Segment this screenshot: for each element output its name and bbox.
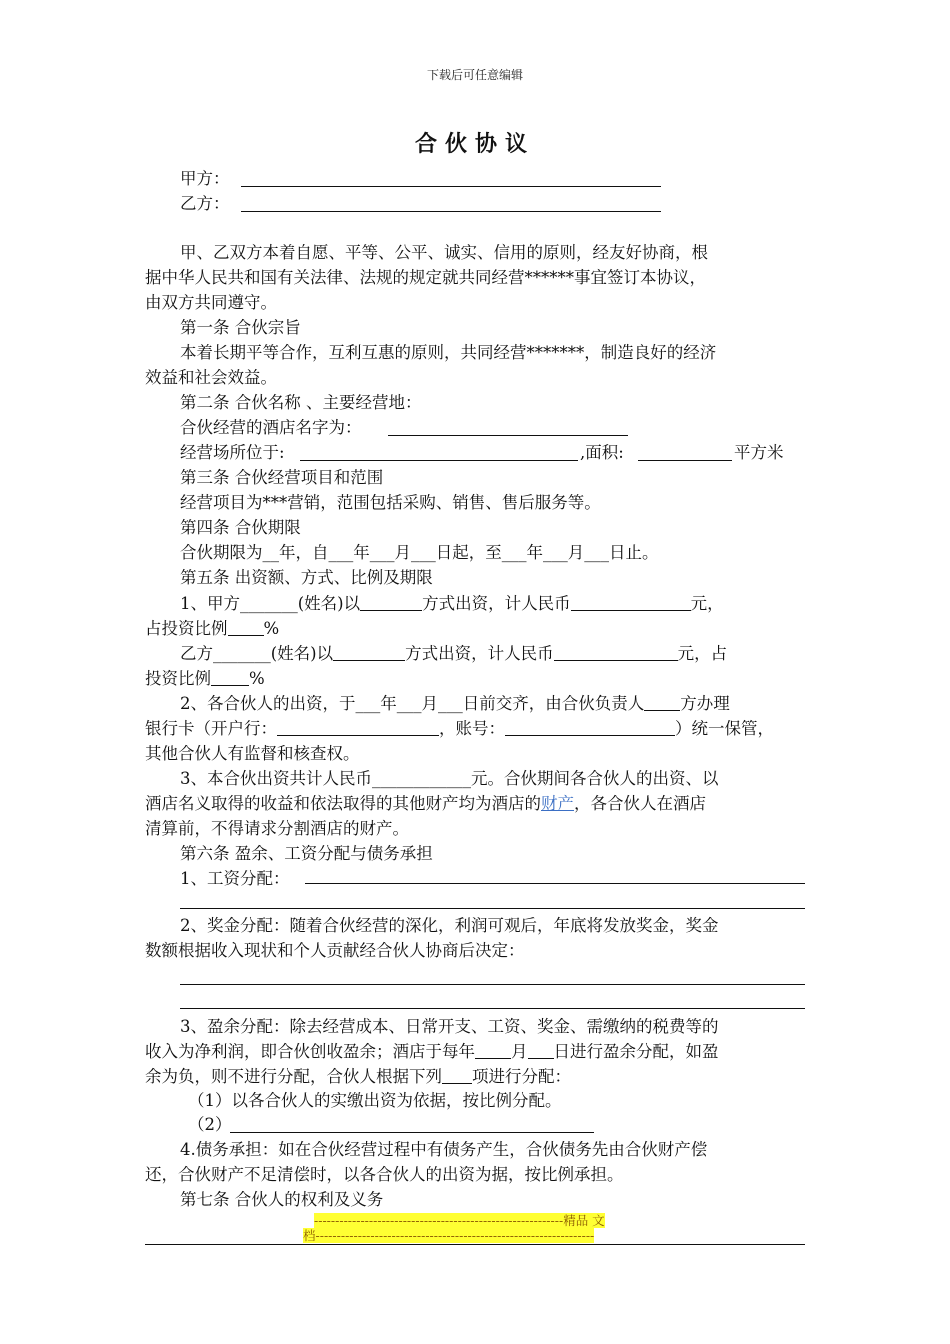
party-a-percent: % bbox=[263, 619, 280, 638]
business-place-label: 经营场所位于: bbox=[180, 443, 285, 462]
option-2-blank[interactable] bbox=[230, 1132, 594, 1133]
custody-text: ）统一保管， bbox=[675, 719, 774, 738]
area-blank[interactable] bbox=[638, 460, 732, 461]
bank-label: 银行卡（开户行： bbox=[145, 719, 277, 738]
party-a-blank[interactable] bbox=[241, 186, 661, 187]
party-b-contribution bbox=[180, 643, 727, 665]
property-text-end: ，各合伙人在酒店 bbox=[574, 794, 706, 813]
document-title: 合伙协议 bbox=[414, 131, 535, 157]
amount-blank-b[interactable] bbox=[554, 644, 678, 661]
party-b-percent: % bbox=[249, 669, 265, 688]
article-7-heading: 第七条 合伙人的权利及义务 bbox=[180, 1190, 384, 1209]
option-2-label: （2） bbox=[188, 1115, 232, 1134]
hotel-name-label: 合伙经营的酒店名字为： bbox=[180, 418, 362, 437]
option-blank[interactable] bbox=[442, 1067, 472, 1084]
bonus-blank-2[interactable] bbox=[180, 1008, 805, 1009]
party-a-contribution-start: 1、甲方_______(姓名)以 bbox=[180, 594, 361, 613]
responsible-party-blank[interactable] bbox=[644, 694, 680, 711]
profit-line-2 bbox=[145, 1041, 719, 1063]
bank-blank[interactable] bbox=[277, 719, 439, 736]
profit-line-3 bbox=[145, 1066, 571, 1088]
article-4-text: 合伙期限为__年，自___年___月___日起，至___年___月___日止。 bbox=[180, 543, 659, 562]
month-blank[interactable] bbox=[475, 1042, 511, 1059]
profit-line-1: 3、盈余分配：除去经营成本、日常开支、工资、奖金、需缴纳的税费等的 bbox=[180, 1017, 719, 1036]
bonus-line-2: 数额根据收入现状和个人贡献经合伙人协商后决定： bbox=[145, 941, 525, 960]
article-1-line-2: 效益和社会效益。 bbox=[145, 368, 277, 387]
party-a-yuan: 元， bbox=[690, 594, 724, 613]
party-b-yuan: 元，占 bbox=[677, 644, 728, 663]
footer-watermark-line-1: -----------------------------------------------------------精品 文 bbox=[314, 1213, 605, 1228]
article-1-heading: 第一条 合伙宗旨 bbox=[180, 318, 301, 337]
month-label: 月 bbox=[511, 1042, 528, 1061]
article-1-line-1: 本着长期平等合作，互利互惠的原则，共同经营*******，制造良好的经济 bbox=[180, 343, 717, 362]
account-label: ，账号： bbox=[439, 719, 505, 738]
bonus-blank-1[interactable] bbox=[180, 984, 805, 985]
article-2-heading: 第二条 合伙名称 、主要经营地： bbox=[180, 393, 422, 412]
supervision-text: 其他合伙人有监督和核查权。 bbox=[145, 744, 360, 763]
profit-line-2-end: 日进行盈余分配，如盈 bbox=[553, 1042, 719, 1061]
wage-label: 1、工资分配： bbox=[180, 869, 290, 888]
ratio-blank-a[interactable] bbox=[228, 619, 264, 636]
footer-watermark-line-2: 档------------------------------------------------------------------ bbox=[303, 1228, 595, 1243]
payment-deadline bbox=[180, 693, 730, 715]
article-4-heading: 第四条 合伙期限 bbox=[180, 518, 301, 537]
property-text: 酒店名义取得的收益和依法取得的其他财产均为酒店的 bbox=[145, 794, 541, 813]
amount-blank-a[interactable] bbox=[571, 594, 691, 611]
hotel-name-blank[interactable] bbox=[388, 435, 628, 436]
property-line bbox=[145, 793, 706, 815]
payment-deadline-end: 方办理 bbox=[680, 694, 730, 713]
bonus-line-1: 2、奖金分配：随着合伙经营的深化，利润可观后，年底将发放奖金，奖金 bbox=[180, 916, 719, 935]
party-a-ratio-label: 占投资比例 bbox=[145, 619, 228, 638]
bank-card-line bbox=[145, 718, 774, 740]
area-label: ,面积: bbox=[580, 443, 624, 462]
option-1: （1）以各合伙人的实缴出资为依据，按比例分配。 bbox=[188, 1091, 562, 1110]
method-blank-a[interactable] bbox=[360, 594, 422, 611]
party-b-label: 乙方： bbox=[180, 194, 230, 213]
debt-line-1: 4.债务承担：如在合伙经营过程中有债务产生，合伙债务先由合伙财产偿 bbox=[180, 1140, 708, 1159]
total-capital-line: 3、本合伙出资共计人民币____________元。合伙期间各合伙人的出资、以 bbox=[180, 769, 719, 788]
article-6-heading: 第六条 盈余、工资分配与债务承担 bbox=[180, 844, 433, 863]
party-b-ratio bbox=[145, 668, 265, 690]
wage-blank-2[interactable] bbox=[180, 908, 805, 909]
page-header: 下载后可任意编辑 bbox=[426, 68, 523, 82]
area-unit: 平方米 bbox=[734, 443, 784, 462]
liquidation-text: 清算前，不得请求分割酒店的财产。 bbox=[145, 819, 409, 838]
account-blank[interactable] bbox=[505, 719, 675, 736]
intro-line-2: 据中华人民共和国有关法律、法规的规定就共同经营******事宜签订本协议， bbox=[145, 268, 706, 287]
party-a-contribution bbox=[180, 593, 724, 615]
party-a-ratio bbox=[145, 618, 279, 640]
profit-line-3-end: 项进行分配： bbox=[472, 1067, 571, 1086]
day-blank[interactable] bbox=[528, 1042, 554, 1059]
wage-blank-1[interactable] bbox=[305, 883, 805, 884]
ratio-blank-b[interactable] bbox=[211, 669, 249, 686]
party-b-ratio-label: 投资比例 bbox=[145, 669, 211, 688]
profit-line-2-text: 收入为净利润，即合伙创收盈余；酒店于每年 bbox=[145, 1042, 475, 1061]
article-5-heading: 第五条 出资额、方式、比例及期限 bbox=[180, 568, 433, 587]
party-b-blank[interactable] bbox=[241, 211, 661, 212]
article-3-heading: 第三条 合伙经营项目和范围 bbox=[180, 468, 384, 487]
business-place-blank[interactable] bbox=[300, 460, 578, 461]
profit-line-3-text: 余为负，则不进行分配，合伙人根据下列 bbox=[145, 1067, 442, 1086]
footer-rule bbox=[145, 1244, 805, 1245]
party-b-contribution-start: 乙方_______(姓名)以 bbox=[180, 644, 334, 663]
debt-line-2: 还，合伙财产不足清偿时，以各合伙人的出资为据，按比例承担。 bbox=[145, 1165, 624, 1184]
payment-deadline-text: 2、各合伙人的出资，于___年___月___日前交齐，由合伙负责人 bbox=[180, 694, 645, 713]
method-blank-b[interactable] bbox=[333, 644, 405, 661]
property-link[interactable]: 财产 bbox=[541, 794, 574, 813]
intro-line-1: 甲、乙双方本着自愿、平等、公平、诚实、信用的原则，经友好协商，根 bbox=[180, 243, 708, 262]
intro-line-3: 由双方共同遵守。 bbox=[145, 293, 277, 312]
article-3-text: 经营项目为***营销，范围包括采购、销售、售后服务等。 bbox=[180, 493, 601, 512]
party-a-method-text: 方式出资，计人民币 bbox=[422, 594, 571, 613]
party-a-label: 甲方： bbox=[180, 169, 230, 188]
party-b-method-text: 方式出资，计人民币 bbox=[405, 644, 554, 663]
